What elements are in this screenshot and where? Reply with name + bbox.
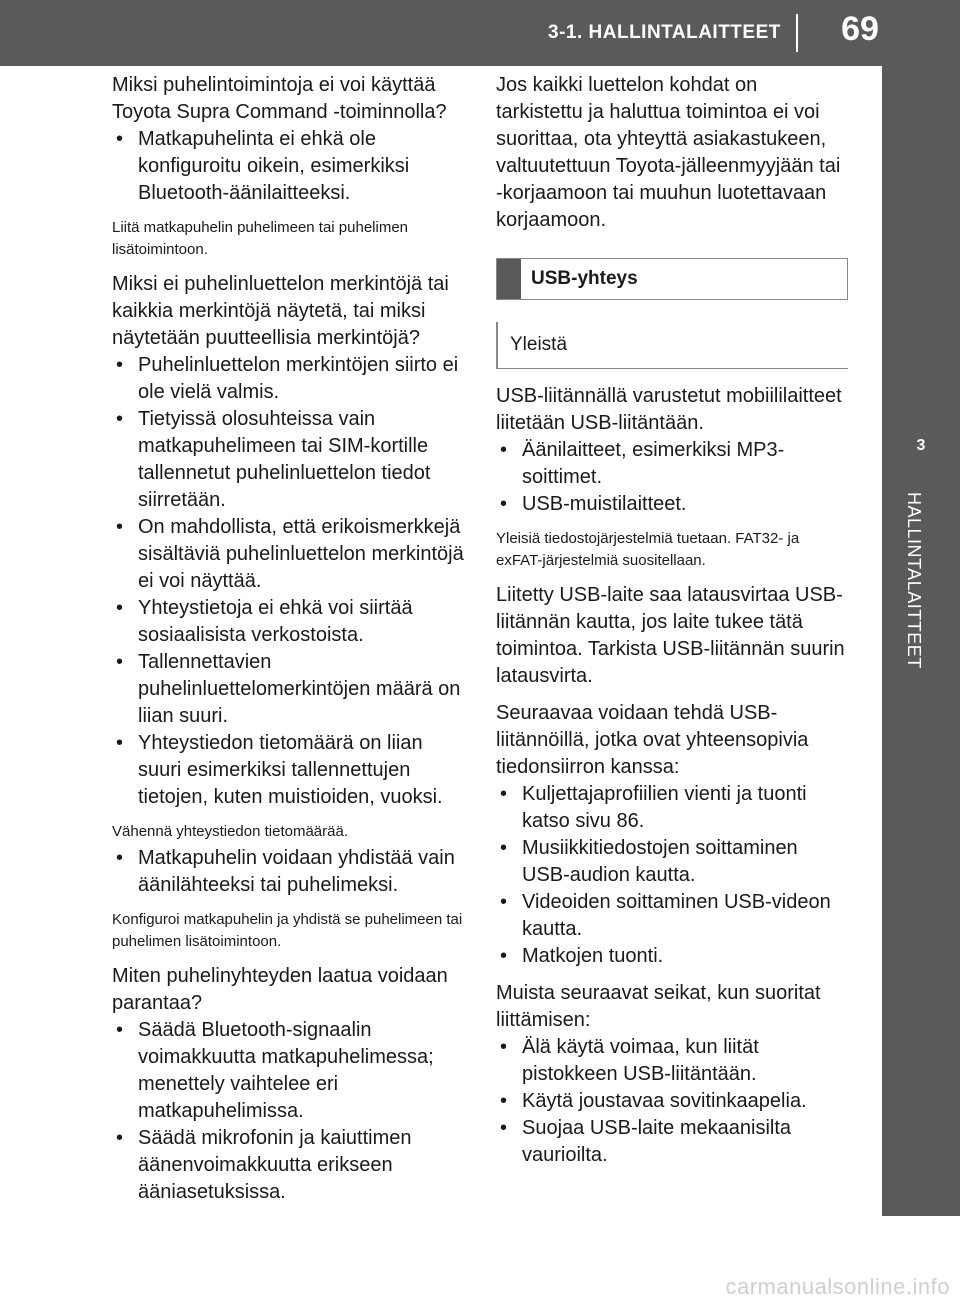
- note-text: Liitä matkapuhelin puhelimeen tai puhelimen lisätoimintoon.: [112, 219, 409, 258]
- list-item: • Kuljettajaprofiilien vienti ja tuonti katso sivu 86.: [496, 781, 848, 835]
- bullet-list: [112, 845, 464, 899]
- intro-paragraph: Jos kaikki luettelon kohdat on tarkistettu ja haluttua toimintoa ei voi suorittaa, ota yhteyttä asiakastukeen, valtuutettuun Toyota-jälleenmyyjään tai -korjaamoon tai muuhun luotettavaan korjaamoon.: [496, 74, 841, 231]
- list-item: • Matkapuhelin voidaan yhdistää vain äänilähteeksi tai puhelimeksi.: [112, 845, 464, 899]
- note-text: Yleisiä tiedostojärjestelmiä tuetaan. FAT32- ja exFAT-järjestelmiä suositellaan.: [496, 530, 800, 569]
- section-heading-bar: [497, 259, 521, 299]
- watermark: carmanualsonline.info: [725, 1274, 950, 1299]
- paragraph: Seuraavaa voidaan tehdä USB-liitännöillä, jotka ovat yhteensopivia tiedonsiirron kanssa:: [496, 702, 809, 778]
- section-heading: [496, 258, 848, 300]
- paragraph: Muista seuraavat seikat, kun suoritat liittämisen:: [496, 982, 821, 1031]
- list-item: • On mahdollista, että erikoismerkkejä sisältäviä puhelinluettelon merkintöjä ei voi näyttää.: [112, 514, 464, 595]
- list-item: • Matkapuhelinta ei ehkä ole konfiguroitu oikein, esimerkiksi Bluetooth-äänilaitteeksi.: [112, 126, 464, 207]
- header-divider: [796, 14, 798, 52]
- list-item: • Äänilaitteet, esimerkiksi MP3-soittimet.: [496, 437, 848, 491]
- list-item: • Puhelinluettelon merkintöjen siirto ei ole vielä valmis.: [112, 352, 464, 406]
- list-item: • Tietyissä olosuhteissa vain matkapuhelimeen tai SIM-kortille tallennetut puhelinluettelon tiedot siirretään.: [112, 406, 464, 514]
- paragraph: Liitetty USB-laite saa latausvirtaa USB-liitännän kautta, jos laite tukee tätä toimintoa. Tarkista USB-liitännän suurin latausvirta.: [496, 584, 845, 687]
- page-number: 69: [841, 10, 879, 48]
- sub-heading: [496, 322, 848, 369]
- list-item: • Matkojen tuonti.: [496, 943, 848, 970]
- faq-question: Miksi puhelintoimintoja ei voi käyttää Toyota Supra Command -toiminnolla?: [112, 74, 447, 123]
- page-header: [0, 0, 960, 66]
- bullet-list: [112, 352, 464, 811]
- list-item: • Säädä Bluetooth-signaalin voimakkuutta matkapuhelimessa; menettely vaihtelee eri matkapuhelimissa.: [112, 1017, 464, 1125]
- chapter-number: 3: [882, 396, 960, 496]
- list-item: • Suojaa USB-laite mekaanisilta vaurioilta.: [496, 1115, 848, 1169]
- list-item: • Musiikkitiedostojen soittaminen USB-audion kautta.: [496, 835, 848, 889]
- bullet-list: [112, 1017, 464, 1206]
- list-item: • Tallennettavien puhelinluettelomerkintöjen määrä on liian suuri.: [112, 649, 464, 730]
- list-item: • Yhteystiedon tietomäärä on liian suuri esimerkiksi tallennettujen tietojen, kuten muistioiden, vuoksi.: [112, 730, 464, 811]
- list-item: • Älä käytä voimaa, kun liität pistokkeen USB-liitäntään.: [496, 1034, 848, 1088]
- section-heading-text: USB-yhteys: [531, 268, 638, 289]
- sub-heading-text: Yleistä: [510, 334, 568, 355]
- section-title: 3-1. HALLINTALAITTEET: [548, 22, 781, 43]
- paragraph: USB-liitännällä varustetut mobiililaitteet liitetään USB-liitäntään.: [496, 385, 842, 434]
- note-text: Vähennä yhteystiedon tietomäärää.: [112, 823, 348, 840]
- list-item: • Yhteystietoja ei ehkä voi siirtää sosiaalisista verkostoista.: [112, 595, 464, 649]
- list-item: • Käytä joustavaa sovitinkaapelia.: [496, 1088, 848, 1115]
- bullet-list: [112, 126, 464, 207]
- bullet-list: [496, 1034, 848, 1169]
- right-column: [496, 72, 848, 1179]
- bullet-list: [496, 437, 848, 518]
- bullet-list: [496, 781, 848, 970]
- left-column: [112, 72, 464, 1216]
- list-item: • Säädä mikrofonin ja kaiuttimen äänenvoimakkuutta erikseen ääniasetuksissa.: [112, 1125, 464, 1206]
- list-item: • USB-muistilaitteet.: [496, 491, 848, 518]
- chapter-label: HALLINTALAITTEET: [904, 492, 924, 669]
- list-item: • Videoiden soittaminen USB-videon kautta.: [496, 889, 848, 943]
- faq-question: Miksi ei puhelinluettelon merkintöjä tai kaikkia merkintöjä näytetä, tai miksi näytetään puutteellisia merkintöjä?: [112, 273, 449, 349]
- note-text: Konfiguroi matkapuhelin ja yhdistä se puhelimeen tai puhelimen lisätoimintoon.: [112, 911, 463, 950]
- faq-question: Miten puhelinyhteyden laatua voidaan parantaa?: [112, 965, 448, 1014]
